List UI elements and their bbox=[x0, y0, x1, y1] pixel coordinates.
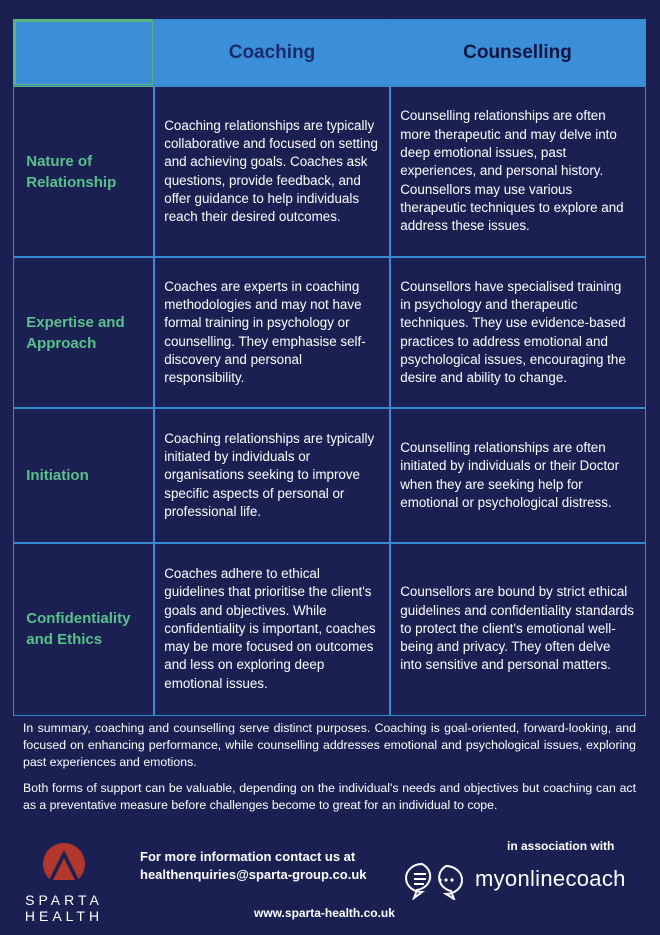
summary-paragraph-1: In summary, coaching and counselling serve distinct purposes. Coaching is goal-oriented, forward-looking, and focused on enhancing performance, while counselling addresses emotional and psychological issues, exploring past experiences and emotions. bbox=[23, 721, 636, 770]
sparta-brand-name: SPARTA bbox=[25, 892, 103, 908]
sparta-health-logo bbox=[18, 842, 110, 932]
row-label-confidentiality: Confidentiality and Ethics bbox=[13, 542, 155, 716]
row-label-expertise: Expertise and Approach bbox=[13, 256, 155, 409]
myonlinecoach-name: myonlinecoach bbox=[475, 866, 626, 891]
contact-block bbox=[140, 848, 400, 884]
cell-coaching-nature: Coaching relationships are typically collaborative and focused on setting and achieving goals. Coaches ask questions, provide feedback, and offer guidance to help individuals reach their desired outcomes. bbox=[153, 85, 391, 258]
summary-paragraph-2: Both forms of support can be valuable, depending on the individual's needs and objectives but coaching can act as a preventative measure before challenges become to great for an individual to cope. bbox=[23, 780, 636, 812]
row-label-nature: Nature of Relationship bbox=[13, 85, 155, 258]
chat-bubbles-icon bbox=[402, 860, 468, 900]
sparta-brand-sub: HEALTH bbox=[24, 908, 104, 924]
header-coaching: Coaching bbox=[153, 19, 391, 87]
cell-coaching-expertise: Coaches are experts in coaching methodologies and may not have formal training in psychology or counselling. They emphasise self-discovery and personal responsibility. bbox=[153, 256, 391, 409]
contact-line: For more information contact us at bbox=[140, 849, 356, 864]
cell-counselling-expertise: Counsellors have specialised training in psychology and therapeutic techniques. They use evidence-based practices to address emotional and psychological issues, encouraging the desire and ability to change. bbox=[389, 256, 646, 409]
association-label: in association with bbox=[507, 839, 615, 853]
website-link[interactable]: www.sparta-health.co.uk bbox=[254, 906, 395, 920]
header-empty-cell bbox=[13, 19, 155, 87]
cell-coaching-initiation: Coaching relationships are typically initiated by individuals or organisations seeking to improve specific aspects of personal or professional life. bbox=[153, 407, 391, 544]
cell-coaching-confidentiality: Coaches adhere to ethical guidelines that prioritise the client's goals and objectives. While confidentiality is important, coaches may be more focused on outcomes and less on exploring deep emotional issues. bbox=[153, 542, 391, 716]
cell-counselling-confidentiality: Counsellors are bound by strict ethical guidelines and confidentiality standards to protect the client's emotional well-being and privacy. They often delve into sensitive and personal matters. bbox=[389, 542, 646, 716]
comparison-table bbox=[14, 20, 645, 715]
row-label-initiation: Initiation bbox=[13, 407, 155, 544]
cell-counselling-initiation: Counselling relationships are often initiated by individuals or their Doctor when they are seeking help for emotional or psychological distress. bbox=[389, 407, 646, 544]
header-counselling: Counselling bbox=[389, 19, 646, 87]
sparta-triangle-logo-icon bbox=[18, 842, 110, 892]
contact-email[interactable]: healthenquiries@sparta-group.co.uk bbox=[140, 867, 367, 882]
myonlinecoach-logo bbox=[402, 860, 642, 900]
cell-counselling-nature: Counselling relationships are often more therapeutic and may delve into deep emotional issues, past experiences, and personal history. Counsellors may use various therapeutic techniques to explore and address these issues. bbox=[389, 85, 646, 258]
summary-section bbox=[23, 720, 636, 822]
